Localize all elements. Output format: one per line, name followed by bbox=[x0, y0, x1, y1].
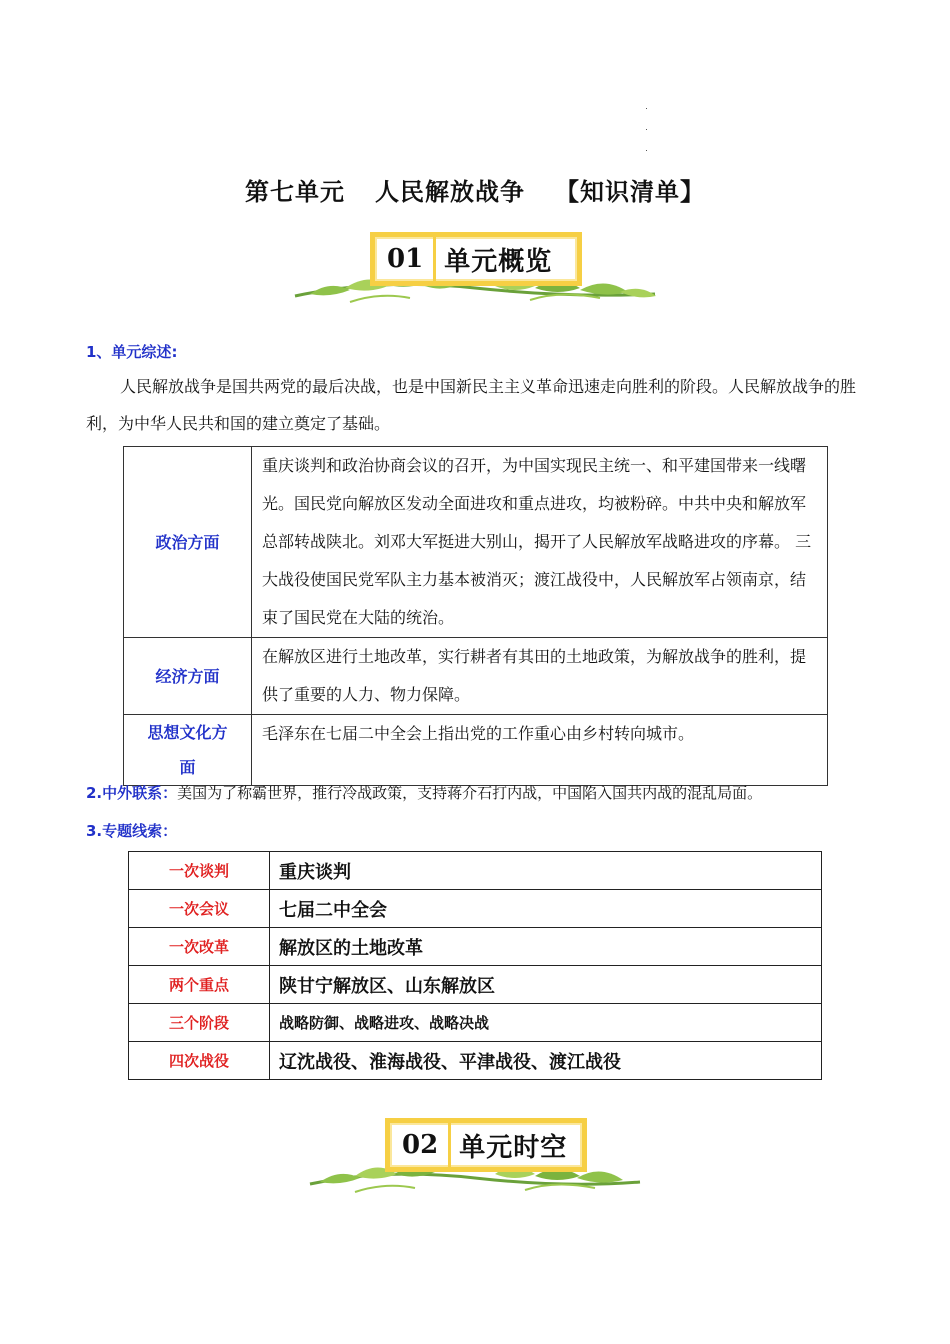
clue-value: 七届二中全会 bbox=[270, 890, 822, 928]
banner-text: 单元概览 bbox=[444, 246, 553, 277]
table-row bbox=[129, 852, 822, 890]
section1-heading: 1、单元综述: bbox=[86, 343, 178, 361]
clue-key: 三个阶段 bbox=[129, 1004, 270, 1042]
section2-text: 美国为了称霸世界，推行冷战政策，支持蒋介石打内战，中国陷入国共内战的混乱局面。 bbox=[177, 784, 763, 802]
title-topic: 人民解放战争 bbox=[375, 178, 525, 206]
unit-summary-text: 人民解放战争是国共两党的最后决战，也是中国新民主主义革命迅速走向胜利的阶段。人民解放战争的胜利，为中华人民共和国的建立奠定了基础。 bbox=[86, 377, 857, 433]
title-tag: 【知识清单】 bbox=[555, 178, 705, 206]
clue-value: 重庆谈判 bbox=[270, 852, 822, 890]
topic-clues-table bbox=[128, 851, 822, 1080]
banner-number: 02 bbox=[402, 1130, 439, 1160]
aspect-content: 重庆谈判和政治协商会议的召开，为中国实现民主统一、和平建国带来一线曙光。国民党向解放区发动全面进攻和重点进攻，均被粉碎。中共中央和解放军总部转战陕北。刘邓大军挺进大别山，揭开了人民解放军战略进攻的序幕。 三大战役使国民党军队主力基本被消灭；渡江战役中，人民解放军占领南京，结束了国民党在大陆的统治。 bbox=[252, 447, 828, 638]
clue-key: 两个重点 bbox=[129, 966, 270, 1004]
section-banner-overview bbox=[290, 228, 660, 308]
decorative-dots bbox=[646, 108, 650, 154]
banner-label bbox=[385, 1118, 587, 1172]
table-row bbox=[124, 638, 828, 715]
aspect-content: 毛泽东在七届二中全会上指出党的工作重心由乡村转向城市。 bbox=[252, 715, 828, 786]
clue-value: 战略防御、战略进攻、战略决战 bbox=[270, 1004, 822, 1042]
table-row bbox=[129, 1004, 822, 1042]
banner-number: 01 bbox=[387, 244, 424, 274]
banner-label bbox=[370, 232, 582, 286]
clue-key: 四次战役 bbox=[129, 1042, 270, 1080]
table-row bbox=[124, 447, 828, 638]
table-row bbox=[129, 1042, 822, 1080]
clue-value: 陕甘宁解放区、山东解放区 bbox=[270, 966, 822, 1004]
clue-key: 一次会议 bbox=[129, 890, 270, 928]
clue-key: 一次改革 bbox=[129, 928, 270, 966]
table-row bbox=[129, 966, 822, 1004]
banner-text: 单元时空 bbox=[459, 1132, 568, 1163]
aspect-label: 经济方面 bbox=[124, 638, 252, 715]
section2-heading: 2.中外联系： bbox=[86, 784, 178, 802]
table-row bbox=[129, 928, 822, 966]
section-banner-timeline bbox=[305, 1112, 645, 1202]
aspect-label: 政治方面 bbox=[124, 447, 252, 638]
unit-summary-paragraph bbox=[86, 368, 866, 442]
table-row bbox=[129, 890, 822, 928]
aspect-content: 在解放区进行土地改革，实行耕者有其田的土地政策，为解放战争的胜利，提供了重要的人力、物力保障。 bbox=[252, 638, 828, 715]
table-row bbox=[124, 715, 828, 786]
clue-key: 一次谈判 bbox=[129, 852, 270, 890]
foreign-relations-line bbox=[86, 782, 762, 803]
aspect-label: 思想文化方面 bbox=[124, 715, 252, 786]
title-unit: 第七单元 bbox=[245, 178, 345, 206]
page-title bbox=[0, 172, 950, 207]
unit-aspects-table bbox=[123, 446, 828, 786]
clue-value: 辽沈战役、淮海战役、平津战役、渡江战役 bbox=[270, 1042, 822, 1080]
clue-value: 解放区的土地改革 bbox=[270, 928, 822, 966]
section3-heading: 3.专题线索： bbox=[86, 822, 178, 840]
